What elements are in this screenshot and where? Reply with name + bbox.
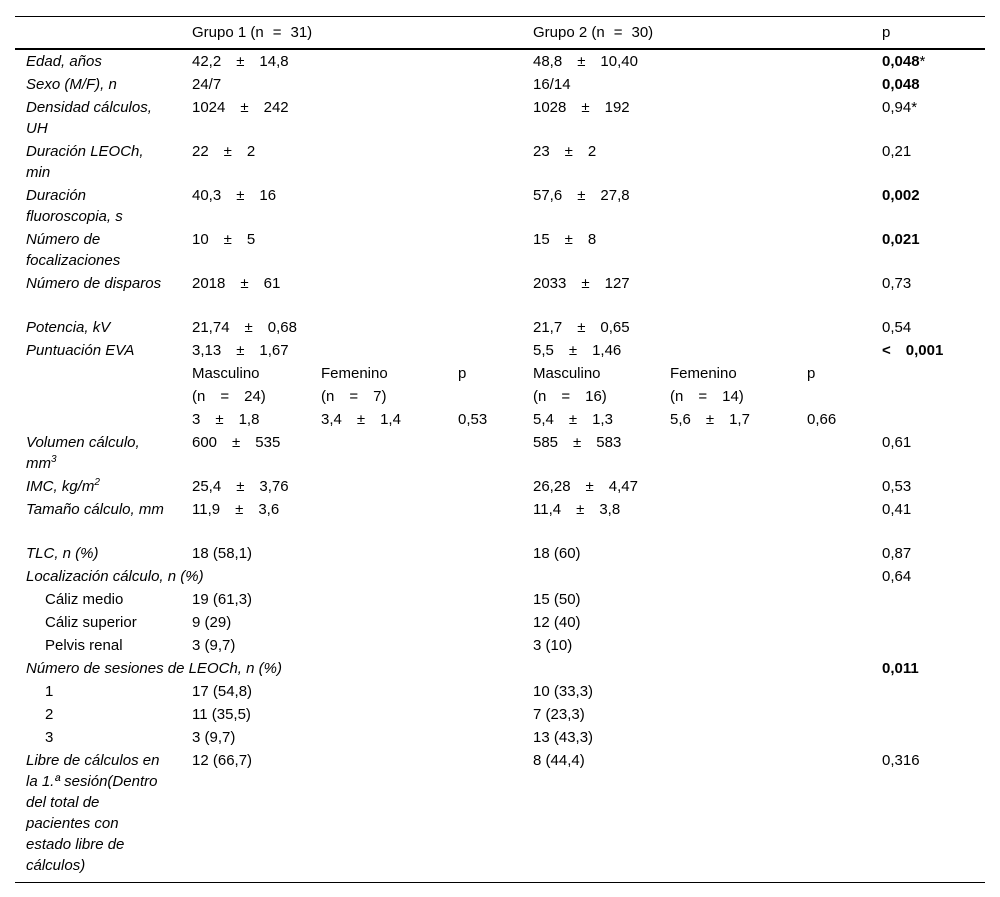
results-table (15, 16, 985, 883)
cell-volumen-g2: 585 ± 583 (533, 434, 622, 451)
cell-caliz-medio-g2: 15 (50) (533, 591, 581, 608)
cell-densidad-g1: 1024 ± 242 (192, 99, 289, 116)
cell-focalizaciones-g1: 10 ± 5 (192, 231, 256, 248)
cell-eva-p: < 0,001 (882, 342, 944, 359)
cell-focalizaciones-g2: 15 ± 8 (533, 231, 597, 248)
header-group2: Grupo 2 (n = 30) (533, 24, 654, 41)
cell-sexo-g2: 16/14 (533, 76, 571, 93)
eva-g2-femenino-value: 5,6 ± 1,7 (670, 411, 750, 428)
cell-caliz-superior-g2: 12 (40) (533, 614, 581, 631)
eva-g2-femenino-n: (n = 14) (670, 388, 744, 405)
cell-sesion-2-g1: 11 (35,5) (192, 706, 251, 723)
cell-sesion-3-g2: 13 (43,3) (533, 729, 594, 746)
cell-duracion-fluoroscopia-g1: 40,3 ± 16 (192, 187, 277, 204)
cell-libre-calculos-g1: 12 (66,7) (192, 752, 253, 769)
eva-g1-femenino-header: Femenino (321, 365, 388, 382)
eva-g2-masculino-value: 5,4 ± 1,3 (533, 411, 613, 428)
cell-imc-g2: 26,28 ± 4,47 (533, 478, 638, 495)
eva-g1-femenino-value: 3,4 ± 1,4 (321, 411, 401, 428)
cell-caliz-medio-g1: 19 (61,3) (192, 591, 253, 608)
cell-volumen-p: 0,61 (882, 434, 912, 451)
row-label-sesion-3: 3 (45, 729, 54, 746)
cell-disparos-g1: 2018 ± 61 (192, 275, 281, 292)
cell-sexo-g1: 24/7 (192, 76, 222, 93)
cell-disparos-g2: 2033 ± 127 (533, 275, 630, 292)
cell-localizacion-p: 0,64 (882, 568, 912, 585)
cell-potencia-p: 0,54 (882, 319, 912, 336)
cell-sesion-1-g2: 10 (33,3) (533, 683, 594, 700)
cell-densidad-p: 0,94* (882, 99, 918, 116)
cell-duracion-fluoroscopia-p: 0,002 (882, 187, 920, 204)
row-label-volumen: Volumen cálculo, $mm^3$ (26, 434, 140, 472)
cell-disparos-p: 0,73 (882, 275, 912, 292)
row-label-disparos: Número de disparos (26, 275, 162, 292)
cell-pelvis-renal-g1: 3 (9,7) (192, 637, 236, 654)
row-label-sexo: Sexo (M/F), n (26, 76, 117, 93)
row-label-localizacion: Localización cálculo, n (%) (26, 568, 204, 585)
cell-tlc-g2: 18 (60) (533, 545, 581, 562)
row-label-eva: Puntuación EVA (26, 342, 135, 359)
cell-potencia-g1: 21,74 ± 0,68 (192, 319, 297, 336)
header-group1: Grupo 1 (n = 31) (192, 24, 313, 41)
cell-sexo-p: 0,048 (882, 76, 920, 93)
eva-g1-masculino-n: (n = 24) (192, 388, 266, 405)
cell-duracion-leoch-g1: 22 ± 2 (192, 143, 256, 160)
header-divider (15, 48, 985, 50)
row-label-caliz-medio: Cáliz medio (45, 591, 124, 608)
cell-tlc-g1: 18 (58,1) (192, 545, 253, 562)
eva-g1-p-header: p (458, 365, 467, 382)
cell-focalizaciones-p: 0,021 (882, 231, 920, 248)
cell-edad-p: 0,048* (882, 53, 926, 70)
cell-duracion-fluoroscopia-g2: 57,6 ± 27,8 (533, 187, 630, 204)
cell-tamano-p: 0,41 (882, 501, 912, 518)
eva-g2-p-header: p (807, 365, 816, 382)
cell-eva-g2: 5,5 ± 1,46 (533, 342, 622, 359)
eva-g1-masculino-header: Masculino (192, 365, 260, 382)
cell-tamano-g1: 11,9 ± 3,6 (192, 501, 280, 518)
cell-libre-calculos-g2: 8 (44,4) (533, 752, 585, 769)
eva-g2-p-value: 0,66 (807, 411, 837, 428)
cell-duracion-leoch-p: 0,21 (882, 143, 912, 160)
cell-sesion-1-g1: 17 (54,8) (192, 683, 253, 700)
eva-g2-masculino-n: (n = 16) (533, 388, 607, 405)
eva-g1-p-value: 0,53 (458, 411, 488, 428)
row-label-caliz-superior: Cáliz superior (45, 614, 137, 631)
cell-edad-g1: 42,2 ± 14,8 (192, 53, 289, 70)
row-label-potencia: Potencia, kV (26, 319, 111, 336)
cell-caliz-superior-g1: 9 (29) (192, 614, 232, 631)
row-label-duracion-leoch: Duración LEOCh, min (26, 143, 144, 181)
cell-sesiones-p: 0,011 (882, 660, 919, 677)
row-label-pelvis-renal: Pelvis renal (45, 637, 123, 654)
row-label-imc: IMC, $kg/m^2$ (26, 477, 100, 495)
row-label-edad: Edad, años (26, 53, 102, 70)
cell-tamano-g2: 11,4 ± 3,8 (533, 501, 621, 518)
row-label-sesiones: Número de sesiones de LEOCh, n (%) (26, 660, 282, 677)
cell-eva-g1: 3,13 ± 1,67 (192, 342, 289, 359)
eva-g2-masculino-header: Masculino (533, 365, 601, 382)
header-p: p (882, 24, 891, 41)
row-label-tamano: Tamaño cálculo, mm (26, 501, 164, 518)
cell-edad-g2: 48,8 ± 10,40 (533, 53, 638, 70)
cell-tlc-p: 0,87 (882, 545, 912, 562)
row-label-densidad: Densidad cálculos, UH (26, 99, 152, 137)
cell-libre-calculos-p: 0,316 (882, 752, 920, 769)
eva-g2-femenino-header: Femenino (670, 365, 737, 382)
row-label-sesion-1: 1 (45, 683, 54, 700)
cell-volumen-g1: 600 ± 535 (192, 434, 281, 451)
eva-g1-masculino-value: 3 ± 1,8 (192, 411, 260, 428)
cell-sesion-3-g1: 3 (9,7) (192, 729, 236, 746)
cell-densidad-g2: 1028 ± 192 (533, 99, 630, 116)
row-label-sesion-2: 2 (45, 706, 54, 723)
cell-imc-p: 0,53 (882, 478, 912, 495)
cell-pelvis-renal-g2: 3 (10) (533, 637, 573, 654)
cell-sesion-2-g2: 7 (23,3) (533, 706, 585, 723)
cell-imc-g1: 25,4 ± 3,76 (192, 478, 289, 495)
row-label-tlc: TLC, n (%) (26, 545, 99, 562)
row-label-libre-calculos: Libre de cálculos en la 1.ª sesión(Dentro del total de pacientes con estado libre de cálculos) (26, 752, 160, 874)
eva-g1-femenino-n: (n = 7) (321, 388, 387, 405)
row-label-focalizaciones: Número de focalizaciones (26, 231, 121, 269)
cell-duracion-leoch-g2: 23 ± 2 (533, 143, 597, 160)
row-label-duracion-fluoroscopia: Duración fluoroscopia, s (26, 187, 123, 225)
cell-potencia-g2: 21,7 ± 0,65 (533, 319, 630, 336)
